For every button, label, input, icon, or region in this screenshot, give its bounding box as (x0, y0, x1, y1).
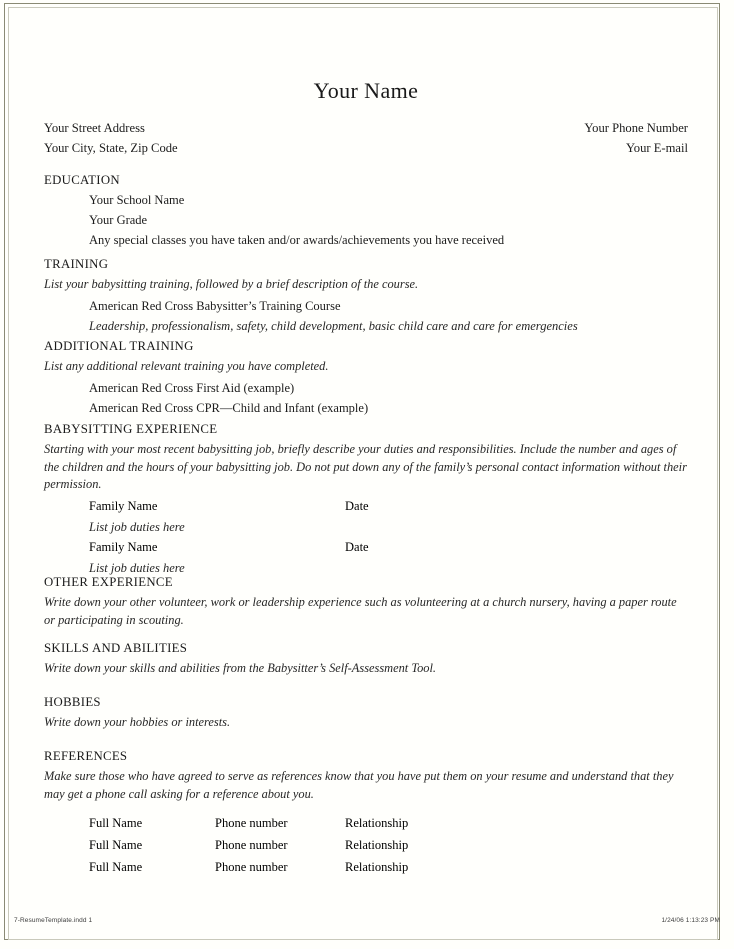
section-heading-hobbies: HOBBIES (44, 695, 101, 709)
footer-timestamp: 1/24/06 1:13:23 PM (661, 917, 720, 924)
section-additional-training (44, 339, 688, 416)
job-duties: List job duties here (89, 560, 185, 575)
section-heading-additional-training: ADDITIONAL TRAINING (44, 339, 194, 353)
section-heading-training: TRAINING (44, 257, 109, 271)
reference-name: Full Name (89, 816, 143, 831)
reference-phone: Phone number (215, 838, 288, 853)
section-other-experience (44, 575, 688, 629)
other-experience-note: Write down your other volunteer, work or leadership experience such as volunteering at a church nursery, having a paper route or participating in scouting. (44, 595, 677, 627)
additional-training-item: American Red Cross CPR—Child and Infant (example) (89, 400, 369, 415)
education-item: Any special classes you have taken and/or awards/achievements you have received (89, 233, 505, 247)
job-date: Date (345, 539, 369, 554)
job-family-name: Family Name (89, 539, 158, 554)
page-title: Your Name (313, 78, 419, 103)
section-hobbies (44, 695, 688, 732)
job-duties: List job duties here (89, 519, 185, 534)
reference-name: Full Name (89, 838, 143, 853)
additional-training-item: American Red Cross First Aid (example) (89, 380, 295, 395)
reference-row (89, 816, 688, 833)
reference-phone: Phone number (215, 816, 288, 831)
babysitting-experience-note: Starting with your most recent babysitting job, briefly describe your duties and responsibilities. Include the number and ages of the children and the hours of your babysitting job. Do not put down any of the family’s personal contact information without their permission. (44, 442, 687, 492)
training-item: American Red Cross Babysitter’s Training Course (89, 298, 341, 313)
phone-number: Your Phone Number (584, 121, 688, 135)
reference-name: Full Name (89, 860, 143, 875)
section-skills-and-abilities (44, 641, 688, 678)
job-entry-row (89, 499, 688, 516)
training-item-detail: Leadership, professionalism, safety, child development, basic child care and care for emergencies (89, 318, 578, 333)
section-heading-skills-and-abilities: SKILLS AND ABILITIES (44, 641, 188, 655)
city-state-zip: Your City, State, Zip Code (44, 141, 178, 155)
education-item: Your School Name (89, 193, 185, 207)
section-references (44, 749, 688, 877)
section-heading-other-experience: OTHER EXPERIENCE (44, 575, 173, 589)
job-date: Date (345, 498, 369, 513)
contact-row-2 (44, 141, 688, 156)
reference-phone: Phone number (215, 860, 288, 875)
additional-training-note: List any additional relevant training you have completed. (44, 359, 329, 373)
reference-relationship: Relationship (345, 860, 409, 875)
job-family-name: Family Name (89, 498, 158, 513)
footer-file-label: 7-ResumeTemplate.indd 1 (14, 917, 93, 924)
reference-relationship: Relationship (345, 838, 409, 853)
section-training (44, 257, 688, 334)
section-babysitting-experience (44, 422, 688, 576)
section-heading-babysitting-experience: BABYSITTING EXPERIENCE (44, 422, 218, 436)
education-item: Your Grade (89, 213, 148, 227)
page-footer (14, 917, 720, 924)
reference-relationship: Relationship (345, 816, 409, 831)
contact-row-1 (44, 121, 688, 136)
skills-and-abilities-note: Write down your skills and abilities from the Babysitter’s Self-Assessment Tool. (44, 661, 437, 675)
reference-row (89, 838, 688, 855)
email-address: Your E-mail (625, 141, 688, 155)
section-education (44, 173, 688, 248)
hobbies-note: Write down your hobbies or interests. (44, 715, 231, 729)
section-heading-education: EDUCATION (44, 173, 120, 187)
reference-row (89, 860, 688, 877)
section-heading-references: REFERENCES (44, 749, 128, 763)
street-address: Your Street Address (44, 121, 145, 135)
references-note: Make sure those who have agreed to serve as references know that you have put them on your resume and understand that they may get a phone call asking for a reference about you. (44, 769, 674, 801)
training-note: List your babysitting training, followed by a brief description of the course. (44, 277, 419, 291)
job-entry-row (89, 540, 688, 557)
